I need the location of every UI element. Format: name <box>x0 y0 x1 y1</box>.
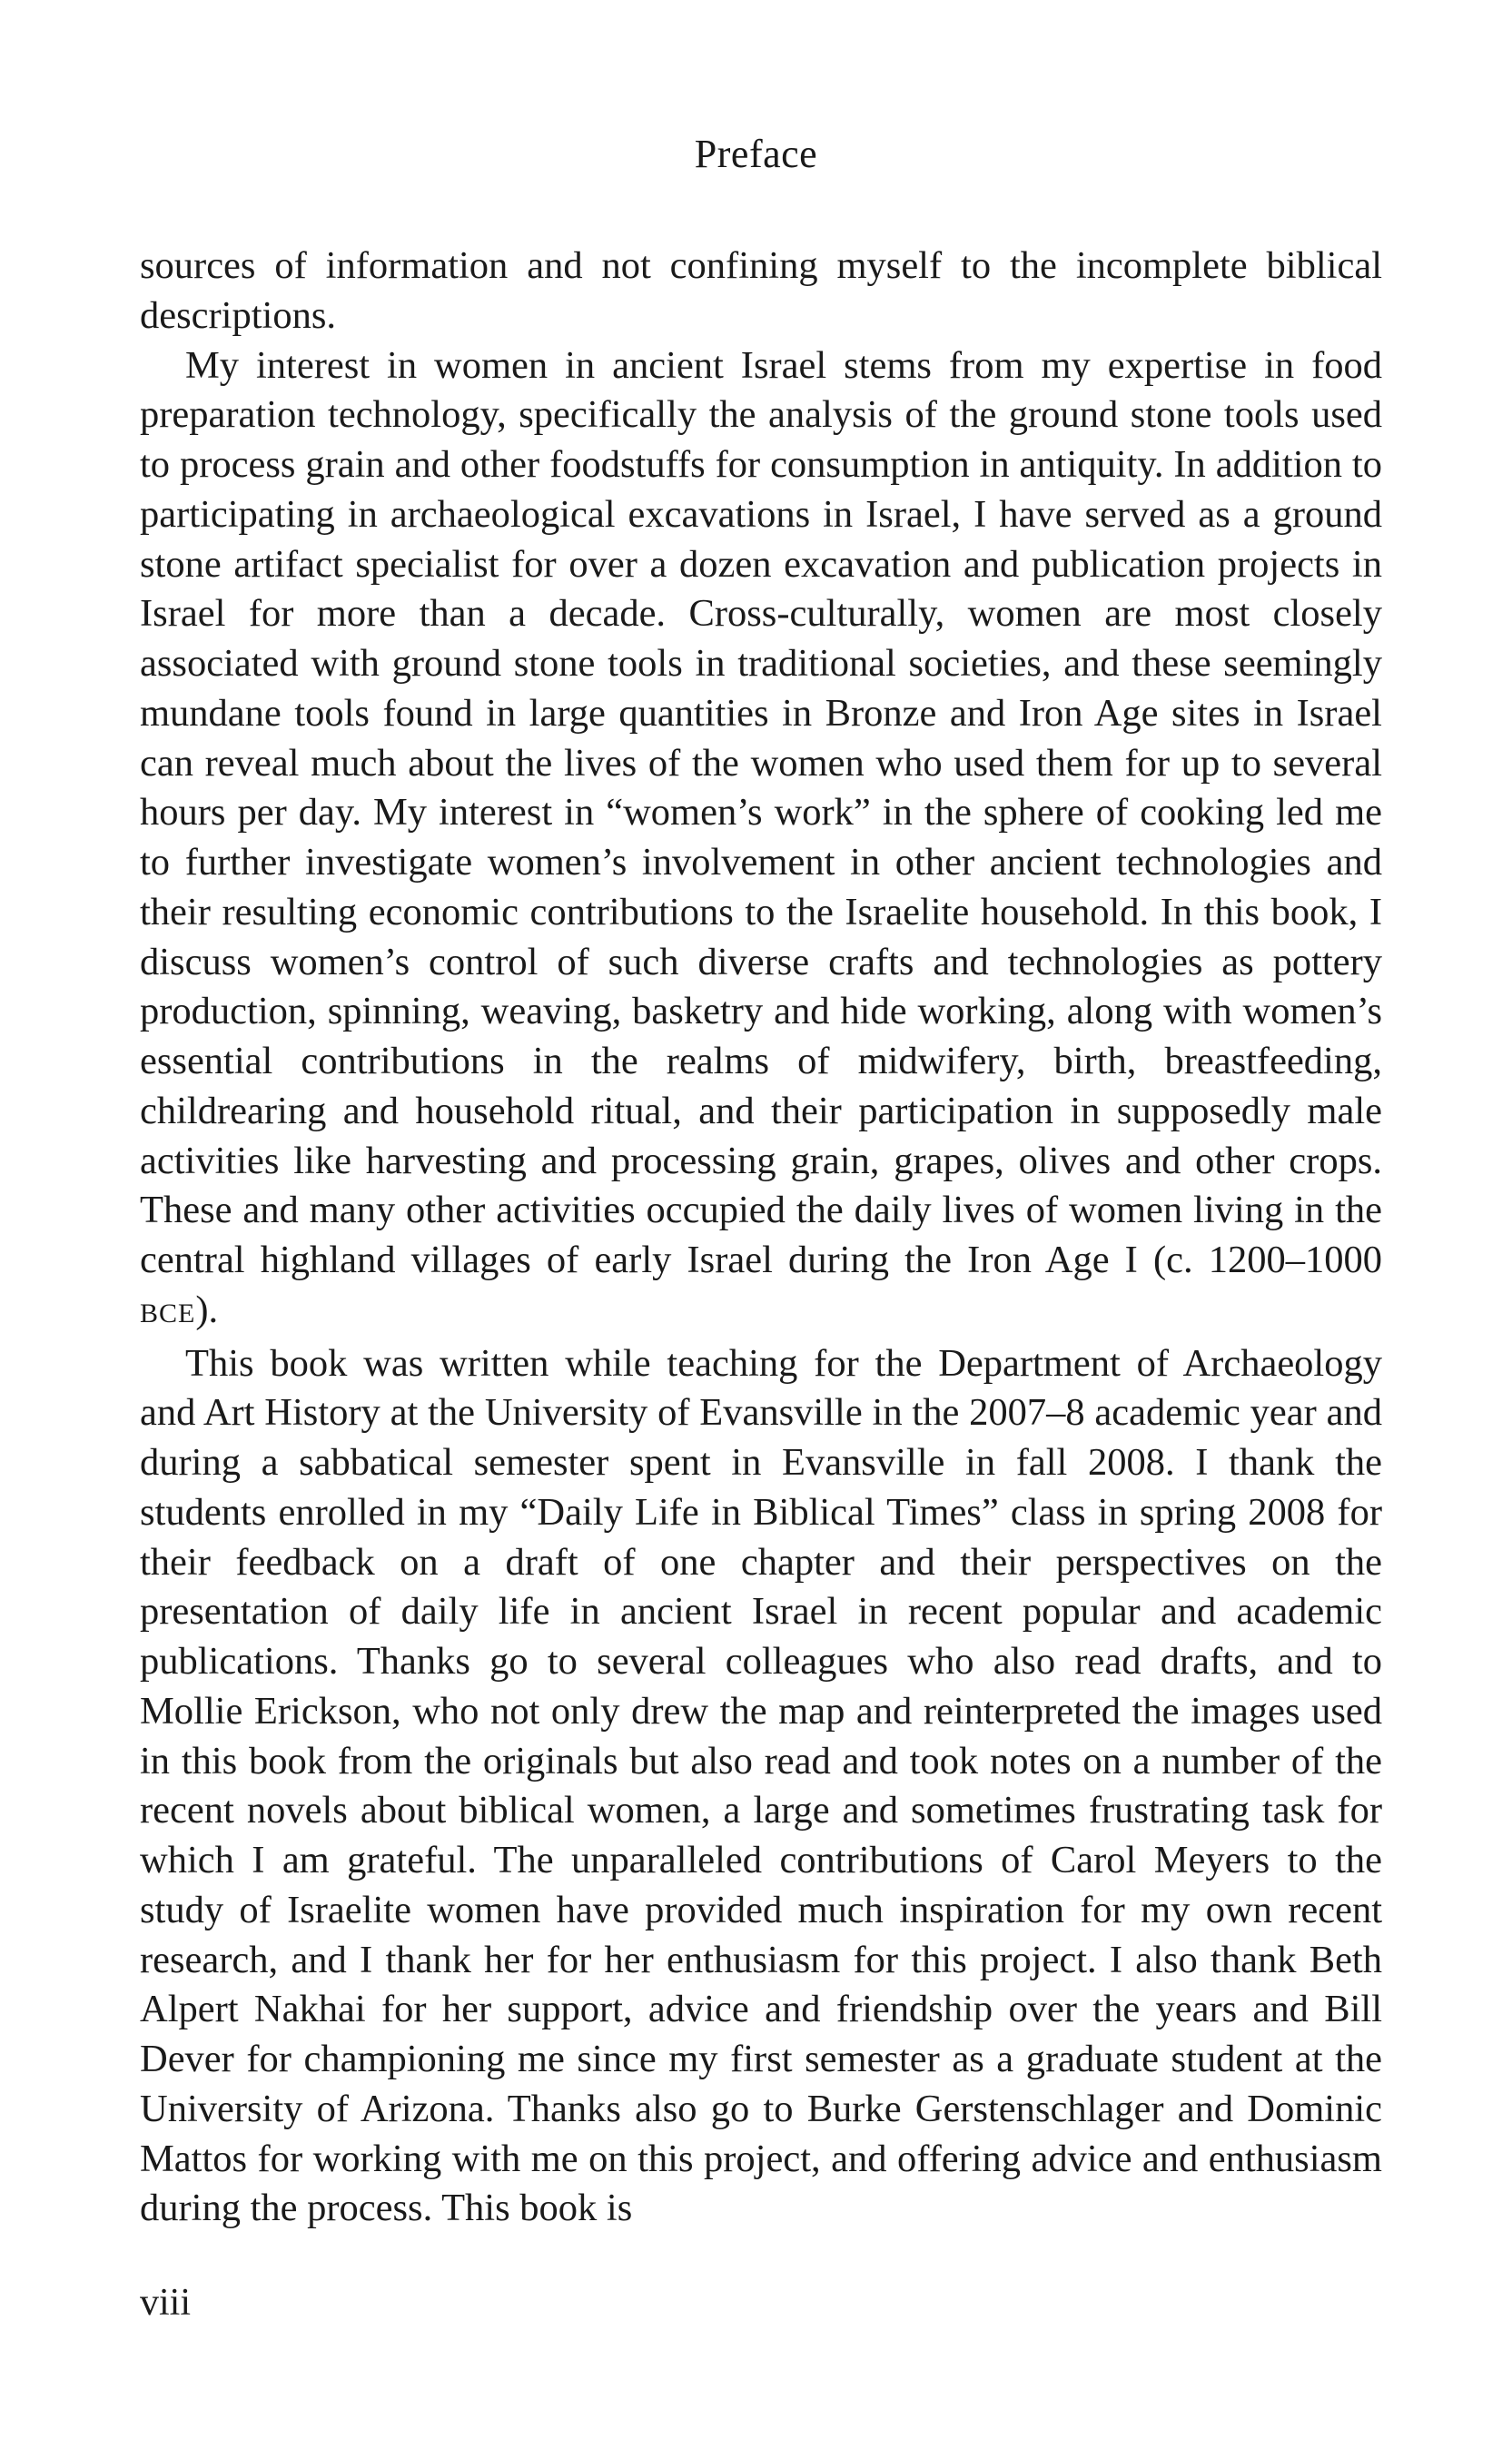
era-abbreviation: BCE <box>140 1298 196 1328</box>
body-text <box>140 242 1382 2234</box>
paragraph-research-interest-end: ). <box>195 1288 219 1331</box>
paragraph-research-interest <box>140 341 1382 1339</box>
running-head: Preface <box>694 132 818 176</box>
paragraph-research-interest-text: My interest in women in ancient Israel stems from my expertise in food preparation technology, specifically the analysis of the ground stone tools used to process grain and other foodstuffs for consumption in antiquity. In addition to participating in archaeological excavations in Israel, I have served as a ground stone artifact specialist for over a dozen excavation and publication projects in Israel for more than a decade. Cross-culturally, women are most closely associated with ground stone tools in traditional societies, and these seemingly mundane tools found in large quantities in Bronze and Iron Age sites in Israel can reveal much about the lives of the women who used them for up to several hours per day. My interest in “women’s work” in the sphere of cooking led me to further investigate women’s involvement in other ancient technologies and their resulting economic contributions to the Israelite household. In this book, I discuss women’s control of such diverse crafts and technologies as pottery production, spinning, weaving, basketry and hide working, along with women’s essential contributions in the realms of midwifery, birth, breastfeeding, childrearing and household ritual, and their participation in supposedly male activities like harvesting and processing grain, grapes, olives and other crops. These and many other activities occupied the daily lives of women living in the central highland villages of early Israel during the Iron Age I (c. 1200–1000 <box>140 343 1382 1281</box>
paragraph-acknowledgments: This book was written while teaching for the Department of Archaeology and Art History at the University of Evansville in the 2007–8 academic year and during a sabbatical semester spent in Evansville in fall 2008. I thank the students enrolled in my “Daily Life in Biblical Times” class in spring 2008 for their feedback on a draft of one chapter and their perspectives on the presentation of daily life in ancient Israel in recent popular and academic publications. Thanks go to several colleagues who also read drafts, and to Mollie Erickson, who not only drew the map and reinterpreted the images used in this book from the originals but also read and took notes on a number of the recent novels about biblical women, a large and sometimes frustrating task for which I am grateful. The unparalleled contributions of Carol Meyers to the study of Israelite women have provided much inspiration for my own recent research, and I thank her for her enthusiasm for this project. I also thank Beth Alpert Nakhai for her support, advice and friendship over the years and Bill Dever for championing me since my first semester as a graduate student at the University of Arizona. Thanks also go to Burke Gerstenschlager and Dominic Mattos for working with me on this project, and offering advice and enthusiasm during the process. This book is <box>140 1341 1382 2230</box>
page-number: viii <box>140 2282 192 2324</box>
paragraph-continuation: sources of information and not confining myself to the incomplete biblical descriptions. <box>140 244 1382 337</box>
